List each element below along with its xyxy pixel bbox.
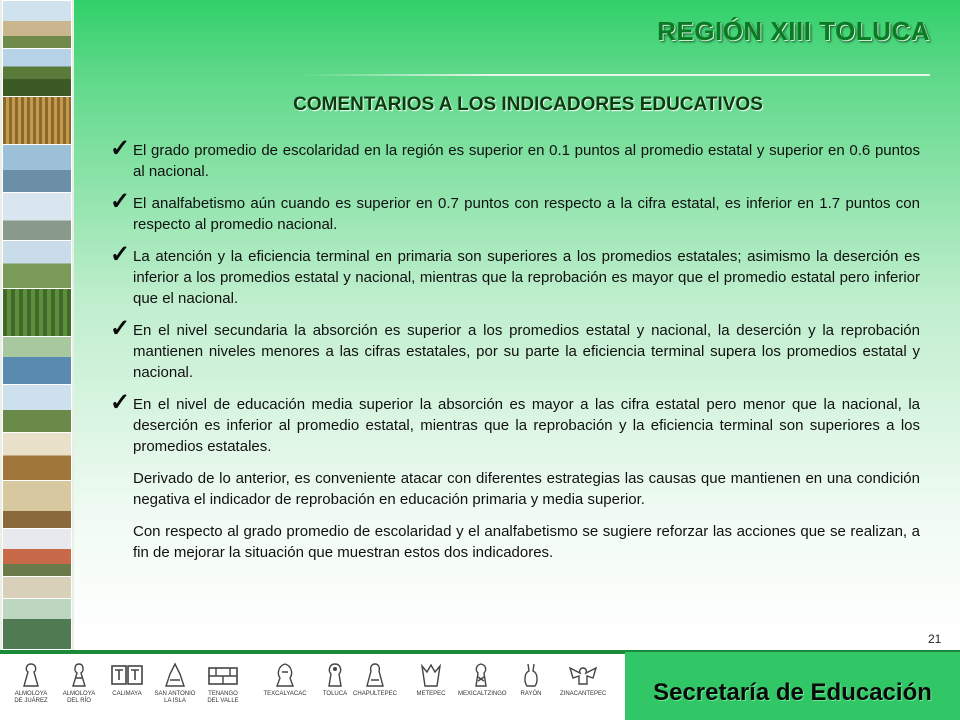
municipality-label: TOLUCA: [322, 691, 348, 697]
municipality-texcalyacac: [262, 662, 308, 698]
photo-industry: [2, 192, 72, 244]
photo-arches: [2, 480, 72, 532]
glyph-deity-icon: [323, 662, 347, 688]
municipality-tenango-del-valle: [200, 662, 246, 705]
photo-building: [2, 0, 72, 52]
bullet-item: [110, 315, 920, 383]
glyph-figure-icon: [20, 662, 42, 688]
municipality-label: CHAPULTEPEC: [353, 691, 397, 697]
glyph-maguey-icon: [418, 662, 444, 688]
photo-boat: [2, 144, 72, 196]
photo-forest: [2, 288, 72, 340]
bullet-text: En el nivel secundaria la absorción es superior a los promedios estatal y nacional, la deserción y la reprobación mantienen niveles menores a las cifras estatales, por su parte la eficiencia terminal supera los promedios estatal y nacional.: [133, 322, 920, 381]
municipality-label: TENANGO DEL VALLE: [207, 691, 239, 704]
municipality-label: CALIMAYA: [112, 691, 142, 697]
photo-lake: [2, 336, 72, 388]
glyph-bat-icon: [567, 662, 599, 688]
glyph-vessel-icon: [163, 662, 187, 688]
municipality-label: ZINACANTEPEC: [560, 691, 607, 697]
section-title-text: COMENTARIOS A LOS INDICADORES EDUCATIVOS: [293, 94, 763, 115]
municipality-almoloya-de-juarez: [8, 662, 54, 705]
checkmark-icon: ✓: [110, 389, 131, 416]
bullet-item: [110, 389, 920, 457]
bullet-text: El grado promedio de escolaridad en la región es superior en 0.1 puntos al promedio estatal y superior en 0.6 puntos al nacional.: [133, 142, 920, 180]
photo-river: [2, 598, 72, 650]
municipality-mexicaltzingo: [458, 662, 507, 698]
municipality-label: SAN ANTONIO LA ISLA: [154, 691, 196, 704]
region-title: REGIÓN XIII TOLUCA: [657, 16, 930, 46]
conclusion-paragraph: Derivado de lo anterior, es conveniente atacar con diferentes estrategias las causas que mantienen en una condición negativa el indicador de reprobación en educación primaria y media superior.: [133, 470, 920, 508]
municipality-chapultepec: [352, 662, 398, 698]
comments-content: [110, 135, 920, 574]
recommendation-paragraph: Con respecto al grado promedio de escolaridad y el analfabetismo se sugiere reforzar las acciones que se realizan, a fin de mejorar la situación que muestran estos dos indicadores.: [133, 523, 920, 561]
section-title: [0, 94, 960, 116]
bullet-text: La atención y la eficiencia terminal en primaria son superiores a los promedios estatales; asimismo la deserción es inferior a los promedios estatal y nacional, mientras que la reprobación es mayor que el promedio estatal pero inferior que el nacional.: [133, 248, 920, 307]
checkmark-icon: ✓: [110, 241, 131, 268]
photo-landscape: [2, 48, 72, 100]
bullet-item: [110, 135, 920, 182]
municipality-almoloya-del-rio: [56, 662, 102, 705]
municipality-label: METEPEC: [416, 691, 446, 697]
municipality-label: MEXICALTZINGO: [458, 691, 507, 697]
glyph-hill-icon: [363, 662, 387, 688]
checkmark-icon: ✓: [110, 188, 131, 215]
municipality-zinacantepec: [560, 662, 606, 698]
glyph-figure-icon: [68, 662, 90, 688]
secretaria-banner: [625, 652, 960, 720]
municipality-calimaya: [104, 662, 150, 698]
glyph-figure-icon: [469, 662, 493, 688]
bullet-text: El analfabetismo aún cuando es superior en 0.7 puntos con respecto a la cifra estatal, es inferior en 1.7 puntos con respecto al promedio nacional.: [133, 195, 920, 233]
header-divider: [300, 74, 930, 76]
checkmark-icon: ✓: [110, 315, 131, 342]
bullet-item: [110, 241, 920, 309]
municipality-label: ALMOLOYA DEL RÍO: [62, 691, 96, 704]
bullet-text: En el nivel de educación media superior la absorción es mayor a las cifra estatal pero menor que la nacional, la deserción es inferior al promedio estatal, mientras que la reprobación y la eficiencia terminal son superiores a los promedios estatales.: [133, 396, 920, 455]
page-number: 21: [928, 632, 942, 646]
photo-hills: [2, 240, 72, 292]
bullet-item: [110, 188, 920, 235]
glyph-wall-icon: [206, 662, 240, 688]
glyph-blocks-icon: [110, 662, 144, 688]
municipality-metepec: [408, 662, 454, 698]
municipality-label: TEXCALYACAC: [263, 691, 307, 697]
photo-houses: [2, 432, 72, 484]
photo-church: [2, 528, 72, 580]
municipality-san-antonio-la-isla: [152, 662, 198, 705]
glyph-head-icon: [273, 662, 297, 688]
checkmark-icon: ✓: [110, 135, 131, 162]
municipality-rayon: [508, 662, 554, 698]
municipality-label: ALMOLOYA DE JUÁREZ: [14, 691, 48, 704]
photo-volcano: [2, 384, 72, 436]
glyph-rabbit-icon: [519, 662, 543, 688]
municipality-label: RAYÓN: [520, 691, 542, 697]
secretaria-title: Secretaría de Educación: [653, 679, 932, 706]
